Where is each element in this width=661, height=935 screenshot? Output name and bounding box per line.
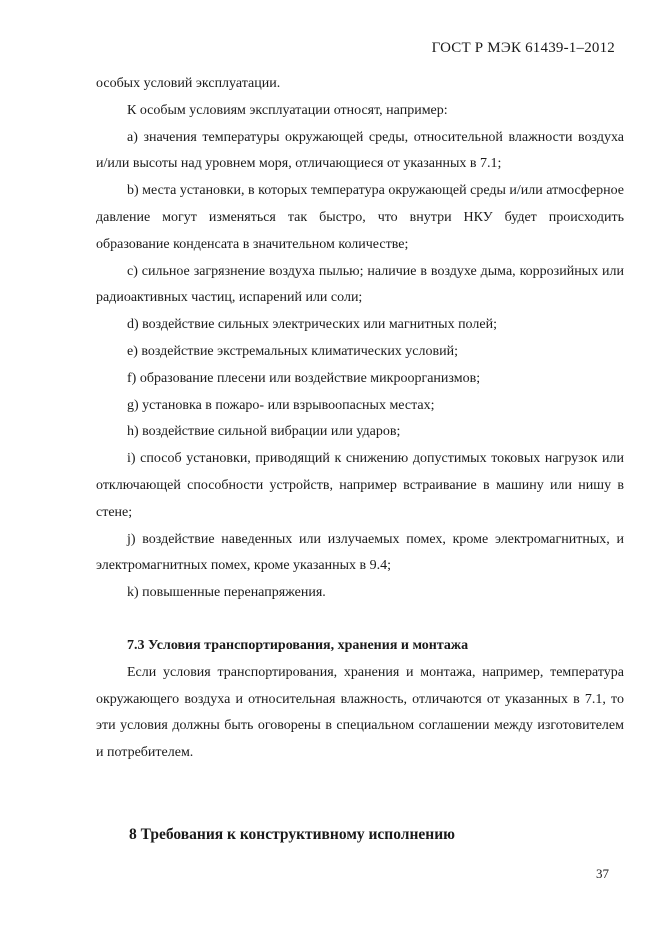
page-body [96, 71, 624, 767]
list-item-h: h) воздействие сильной вибрации или ударов; [127, 424, 401, 440]
list-item-a: а) значения температуры окружающей среды, относительной влажности воздуха и/или высоты над уровнем моря, отличающиеся от указанных в 7.1; [96, 129, 624, 172]
chapter-8-heading: 8 Требования к конструктивному исполнению [129, 826, 455, 843]
list-item-j: j) воздействие наведенных или излучаемых помех, кроме электромагнитных, и электромагнитных помех, кроме указанных в 9.4; [96, 531, 624, 574]
page-number: 37 [596, 866, 609, 881]
list-item-i: i) способ установки, приводящий к снижению допустимых токовых нагрузок или отключающей способности устройств, например встраивание в машину или нишу в стене; [96, 451, 624, 520]
list-item-d: d) воздействие сильных электрических или магнитных полей; [127, 317, 497, 333]
list-item-e: e) воздействие экстремальных климатических условий; [127, 343, 458, 359]
list-item-c: c) сильное загрязнение воздуха пылью; наличие в воздухе дыма, коррозийных или радиоактивных частиц, испарений или соли; [96, 263, 624, 306]
list-item-g: g) установка в пожаро- или взрывоопасных местах; [127, 397, 435, 413]
intro-paragraph: К особым условиям эксплуатации относят, например: [127, 102, 448, 118]
section-7-3-heading: 7.3 Условия транспортирования, хранения и монтажа [127, 637, 469, 653]
list-item-f: f) образование плесени или воздействие микроорганизмов; [127, 370, 481, 386]
list-item-k: k) повышенные перенапряжения. [127, 585, 326, 601]
list-item-b: b) места установки, в которых температура окружающей среды и/или атмосферное давление могут изменяться так быстро, что внутри НКУ будет происходить образование конденсата в значительном количестве; [96, 183, 624, 252]
document-header: ГОСТ Р МЭК 61439-1–2012 [431, 40, 615, 56]
section-7-3-paragraph: Если условия транспортирования, хранения и монтажа, например, температура окружающего воздуха и относительная влажность, отличаются от указанных в 7.1, то эти условия должны быть оговорены в специальном соглашении между изготовителем и потребителем. [96, 664, 624, 761]
continuation-text: особых условий эксплуатации. [96, 76, 281, 91]
